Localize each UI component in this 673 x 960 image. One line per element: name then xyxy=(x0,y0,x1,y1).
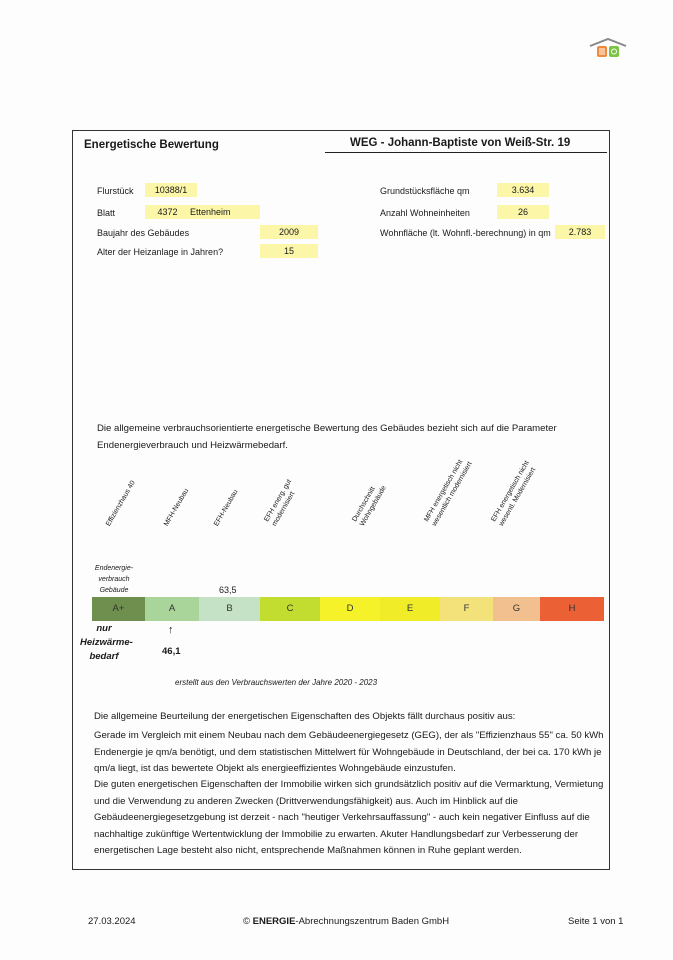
energy-class-e: E xyxy=(380,597,440,621)
reference-label: Effizienzhaus 40 xyxy=(105,479,137,528)
flurstueck-value: 10388/1 xyxy=(145,183,197,197)
property-address: WEG - Johann-Baptiste von Weiß-Str. 19 xyxy=(350,137,571,149)
address-underline xyxy=(325,152,607,153)
heizwaerme-value: 46,1 xyxy=(162,646,181,657)
blatt-place: Ettenheim xyxy=(190,205,260,219)
energy-class-a: A xyxy=(145,597,199,621)
grundstueck-value: 3.634 xyxy=(497,183,549,197)
energy-class-g: G xyxy=(493,597,540,621)
heizwaerme-label: nur Heizwärme- bedarf xyxy=(80,623,133,662)
arrow-up-icon: ↑ xyxy=(168,624,174,636)
energy-class-a-plus: A+ xyxy=(92,597,145,621)
copyright-symbol: © xyxy=(243,916,253,927)
footer-date: 27.03.2024 xyxy=(88,916,136,927)
reference-label: MFH-Neubau xyxy=(163,487,191,528)
logo xyxy=(588,38,628,60)
alter-label: Alter der Heizanlage in Jahren? xyxy=(97,247,224,257)
blatt-value: 4372 xyxy=(145,205,190,219)
wohneinheiten-value: 26 xyxy=(497,205,549,219)
blatt-label: Blatt xyxy=(97,208,116,218)
wohneinheiten-label: Anzahl Wohneinheiten xyxy=(380,208,470,218)
energy-class-c: C xyxy=(260,597,320,621)
energy-class-b: B xyxy=(199,597,260,621)
page-title: Energetische Bewertung xyxy=(84,139,219,151)
energy-class-f: F xyxy=(440,597,493,621)
baujahr-label: Baujahr des Gebäudes xyxy=(97,228,190,238)
baujahr-value: 2009 xyxy=(260,225,318,239)
alter-value: 15 xyxy=(260,244,318,258)
reference-label: Durchschnitt Wohngebäude xyxy=(351,484,388,528)
footer-page: Seite 1 von 1 xyxy=(568,916,624,927)
endenergie-value: 63,5 xyxy=(219,585,237,595)
energy-class-d: D xyxy=(320,597,380,621)
grundstueck-label: Grundstücksfläche qm xyxy=(380,186,470,196)
assessment-heading: Die allgemeine Beurteilung der energetischen Eigenschaften des Objekts fällt durchaus positiv aus: xyxy=(94,711,516,722)
reference-label: EFH energetisch nicht wesentl. Modernisiert xyxy=(490,459,538,528)
energy-class-bar xyxy=(92,597,604,621)
reference-label: EFH energ. gut modernisiert xyxy=(263,478,297,528)
reference-label: MFH energetisch nicht wesentlich modernisiert xyxy=(423,458,474,528)
wohnflaeche-label: Wohnfläche (lt. Wohnfl.-berechnung) in qm xyxy=(380,228,551,238)
assessment-paragraph-2: Die guten energetischen Eigenschaften der Immobilie wirken sich grundsätzlich positiv auf die Vermarktung, Vermietung und die Verwendung zu anderen Zwecken (Drittverwendungsfähigkeit) aus. Auch im Hinblick auf die Gebäudeenergiegesetzgebung ist derzeit - nach "heutiger Verkehrsauffassung" - auch kein negativer Einfluss auf die nachhaltige zukünftige Wertentwicklung der Immobilie zu erwarten. Akuter Handlungsbedarf zur Verbesserung der energetischen Lage besteht also nicht, entsprechende Maßnahmen können in Ruhe geplant werden. xyxy=(94,779,604,856)
flurstueck-label: Flurstück xyxy=(97,186,134,196)
wohnflaeche-value: 2.783 xyxy=(555,225,605,239)
intro-text: Die allgemeine verbrauchsorientierte energetische Bewertung des Gebäudes bezieht sich auf die Parameter Endenergieverbrauch und Heizwärmebedarf. xyxy=(97,423,557,451)
endenergie-label: Endenergie- verbrauch Gebäude xyxy=(94,565,134,594)
reference-label: EFH-Neubau xyxy=(213,488,240,528)
company-name: -Abrechnungszentrum Baden GmbH xyxy=(295,916,450,927)
assessment-paragraph-1: Gerade im Vergleich mit einem Neubau nach dem Gebäudeenergiegesetz (GEG), der als "Effizienzhaus 55" ca. 50 kWh Endenergie je qm/a benötigt, und dem statistischen Mittelwert für Wohngebäude in Deutschland, der bei ca. 170 kWh je qm/a liegt, ist das bewertete Objekt als energieeffizientes Wohngebäude einzustufen. xyxy=(94,730,604,774)
source-note: erstellt aus den Verbrauchswerten der Jahre 2020 - 2023 xyxy=(175,678,378,687)
energy-class-h: H xyxy=(540,597,604,621)
company-brand: ENERGIE xyxy=(252,916,296,927)
footer-company xyxy=(243,916,449,927)
